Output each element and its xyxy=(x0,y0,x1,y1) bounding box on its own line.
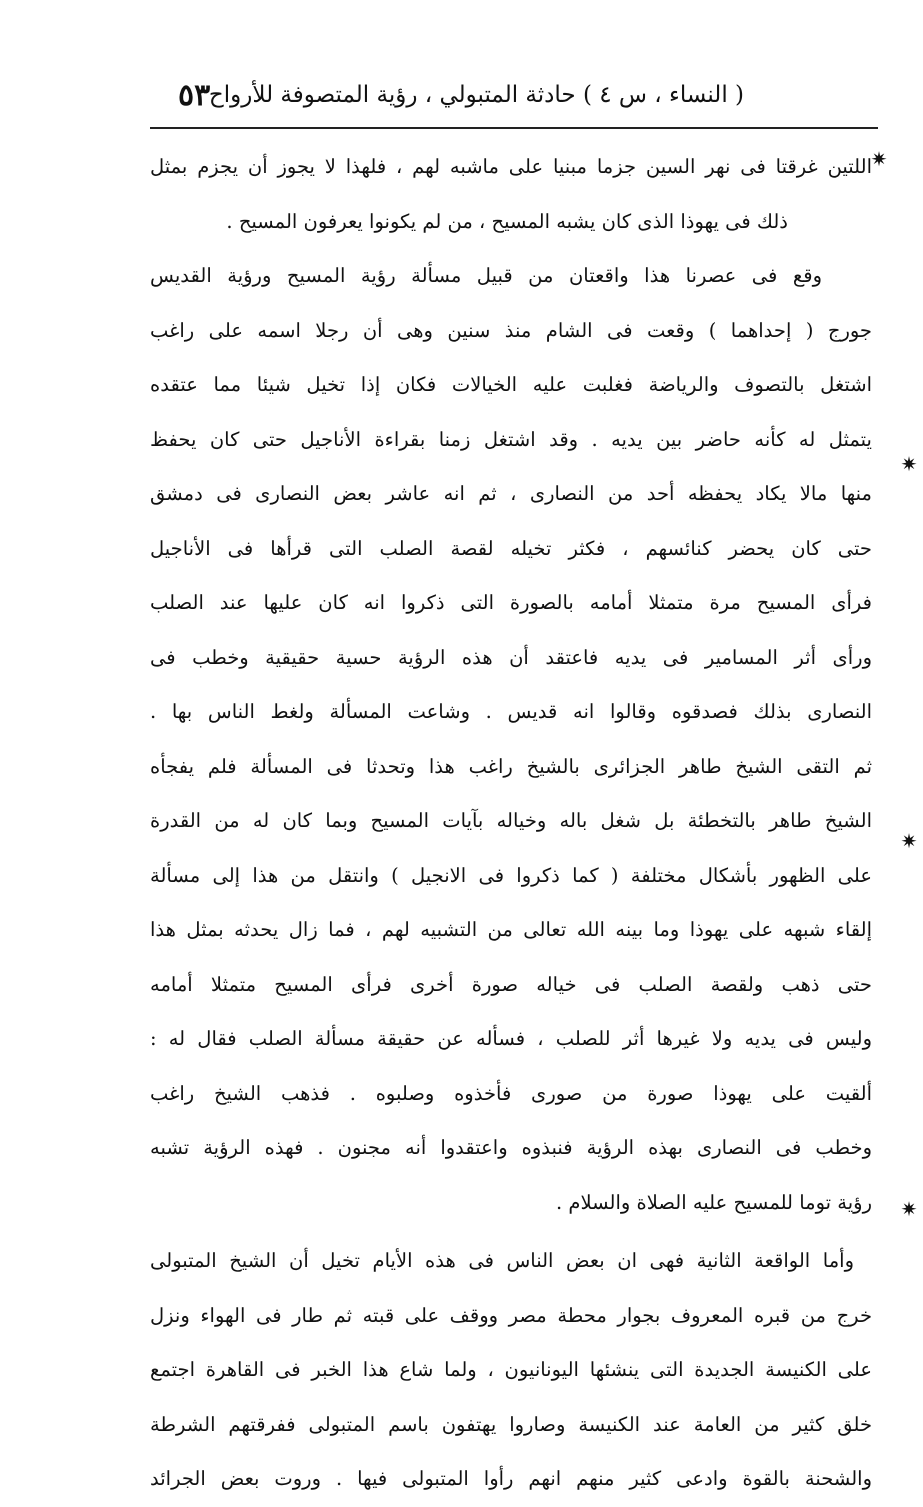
text-line: وأما الواقعة الثانية فهى ان بعض الناس فى هذه الأيام تخيل أن الشيخ المتبولى xyxy=(150,1249,854,1272)
text-line: النصارى بذلك فصدقوه وقالوا انه قديس . وشاعت المسألة ولغط الناس بها . xyxy=(150,700,872,723)
text-line: خرج من قبره المعروف بجوار محطة مصر ووقف على قبته ثم طار فى الهواء ونزل xyxy=(150,1303,872,1327)
text-line: جورج ( إحداهما ) وقعت فى الشام منذ سنين وهى أن رجلا اسمه على راغب xyxy=(150,318,872,342)
text-line: والشحنة بالقوة وادعى كثير منهم انهم رأوا المتبولى فيها . وروت بعض الجرائد xyxy=(150,1467,872,1490)
text-line: ورأى أثر المسامير فى يديه فاعتقد أن هذه الرؤية حسية حقيقية وخطب فى xyxy=(150,645,872,669)
star-ornament-icon: ✷ xyxy=(900,1197,918,1221)
text-line: على الظهور بأشكال مختلفة ( كما ذكروا فى الانجيل ) وانتقل من هذا إلى مسألة xyxy=(150,863,872,887)
text-line: الشيخ طاهر بالتخطئة بل شغل باله وخياله بآيات المسيح وبما كان له من القدرة xyxy=(150,809,872,832)
running-title: ( النساء ، س ٤ ) حادثة المتبولي ، رؤية المتصوفة للأرواح xyxy=(208,82,744,108)
body-text xyxy=(150,140,872,1507)
text-line: اشتغل بالتصوف والرياضة فغلبت عليه الخيالات فكان إذا تخيل شيئا مما عتقده xyxy=(150,373,872,396)
text-line: ذلك فى يهوذا الذى كان يشبه المسيح ، من لم يكونوا يعرفون المسيح . xyxy=(226,209,788,233)
text-line: يتمثل له كأنه حاضر بين يديه . وقد اشتغل زمنا بقراءة الأناجيل حتى كان يحفظ xyxy=(150,427,872,451)
page-number: ٥٣ xyxy=(178,78,211,113)
text-line: إلقاء شبهه على يهوذا وما بينه الله تعالى من التشبيه لهم ، فما زال يحدثه بمثل هذا xyxy=(150,918,872,941)
text-line: حتى ذهب ولقصة الصلب فى خياله صورة أخرى فرأى المسيح متمثلا أمامه xyxy=(150,972,872,996)
header-rule xyxy=(150,127,878,129)
page-header xyxy=(150,78,880,122)
text-line: خلق كثير من العامة عند الكنيسة وصاروا يهتفون باسم المتبولى ففرقتهم الشرطة xyxy=(150,1412,872,1436)
star-ornament-icon: ✷ xyxy=(900,829,918,853)
star-ornament-icon: ✷ xyxy=(870,147,888,171)
text-line: فرأى المسيح مرة متمثلا أمامه بالصورة التى ذكروا انه كان عليها عند الصلب xyxy=(150,591,872,614)
text-line: منها مالا يكاد يحفظه أحد من النصارى ، ثم انه عاشر بعض النصارى فى دمشق xyxy=(150,482,872,505)
text-line: على الكنيسة الجديدة التى ينشئها اليونانيون ، ولما شاع هذا الخبر فى القاهرة اجتمع xyxy=(150,1358,872,1381)
text-line: وخطب فى النصارى بهذه الرؤية فنبذوه واعتقدوا أنه مجنون . فهذه الرؤية تشبه xyxy=(150,1136,872,1159)
text-line: وليس فى يديه ولا غيرها أثر للصلب ، فسأله عن حقيقة مسألة الصلب فقال له : xyxy=(150,1027,872,1050)
text-line: رؤية توما للمسيح عليه الصلاة والسلام . xyxy=(556,1190,872,1214)
text-line: ثم التقى الشيخ طاهر الجزائرى بالشيخ راغب هذا وتحدثا فى المسألة فلم يفجأه xyxy=(150,754,872,778)
star-ornament-icon: ✷ xyxy=(900,452,918,476)
text-line: اللتين غرقتا فى نهر السين جزما مبنيا على ماشبه لهم ، فلهذا لا يجوز أن يجزم بمثل xyxy=(150,155,872,178)
text-line: وقع فى عصرنا هذا واقعتان من قبيل مسألة رؤية المسيح ورؤية القديس xyxy=(150,264,822,287)
text-line: حتى كان يحضر كنائسهم ، فكثر تخيله لقصة الصلب التى قرأها فى الأناجيل xyxy=(150,536,872,560)
text-line: ألقيت على يهوذا صورة من صورى فأخذوه وصلبوه . فذهب الشيخ راغب xyxy=(150,1081,872,1105)
